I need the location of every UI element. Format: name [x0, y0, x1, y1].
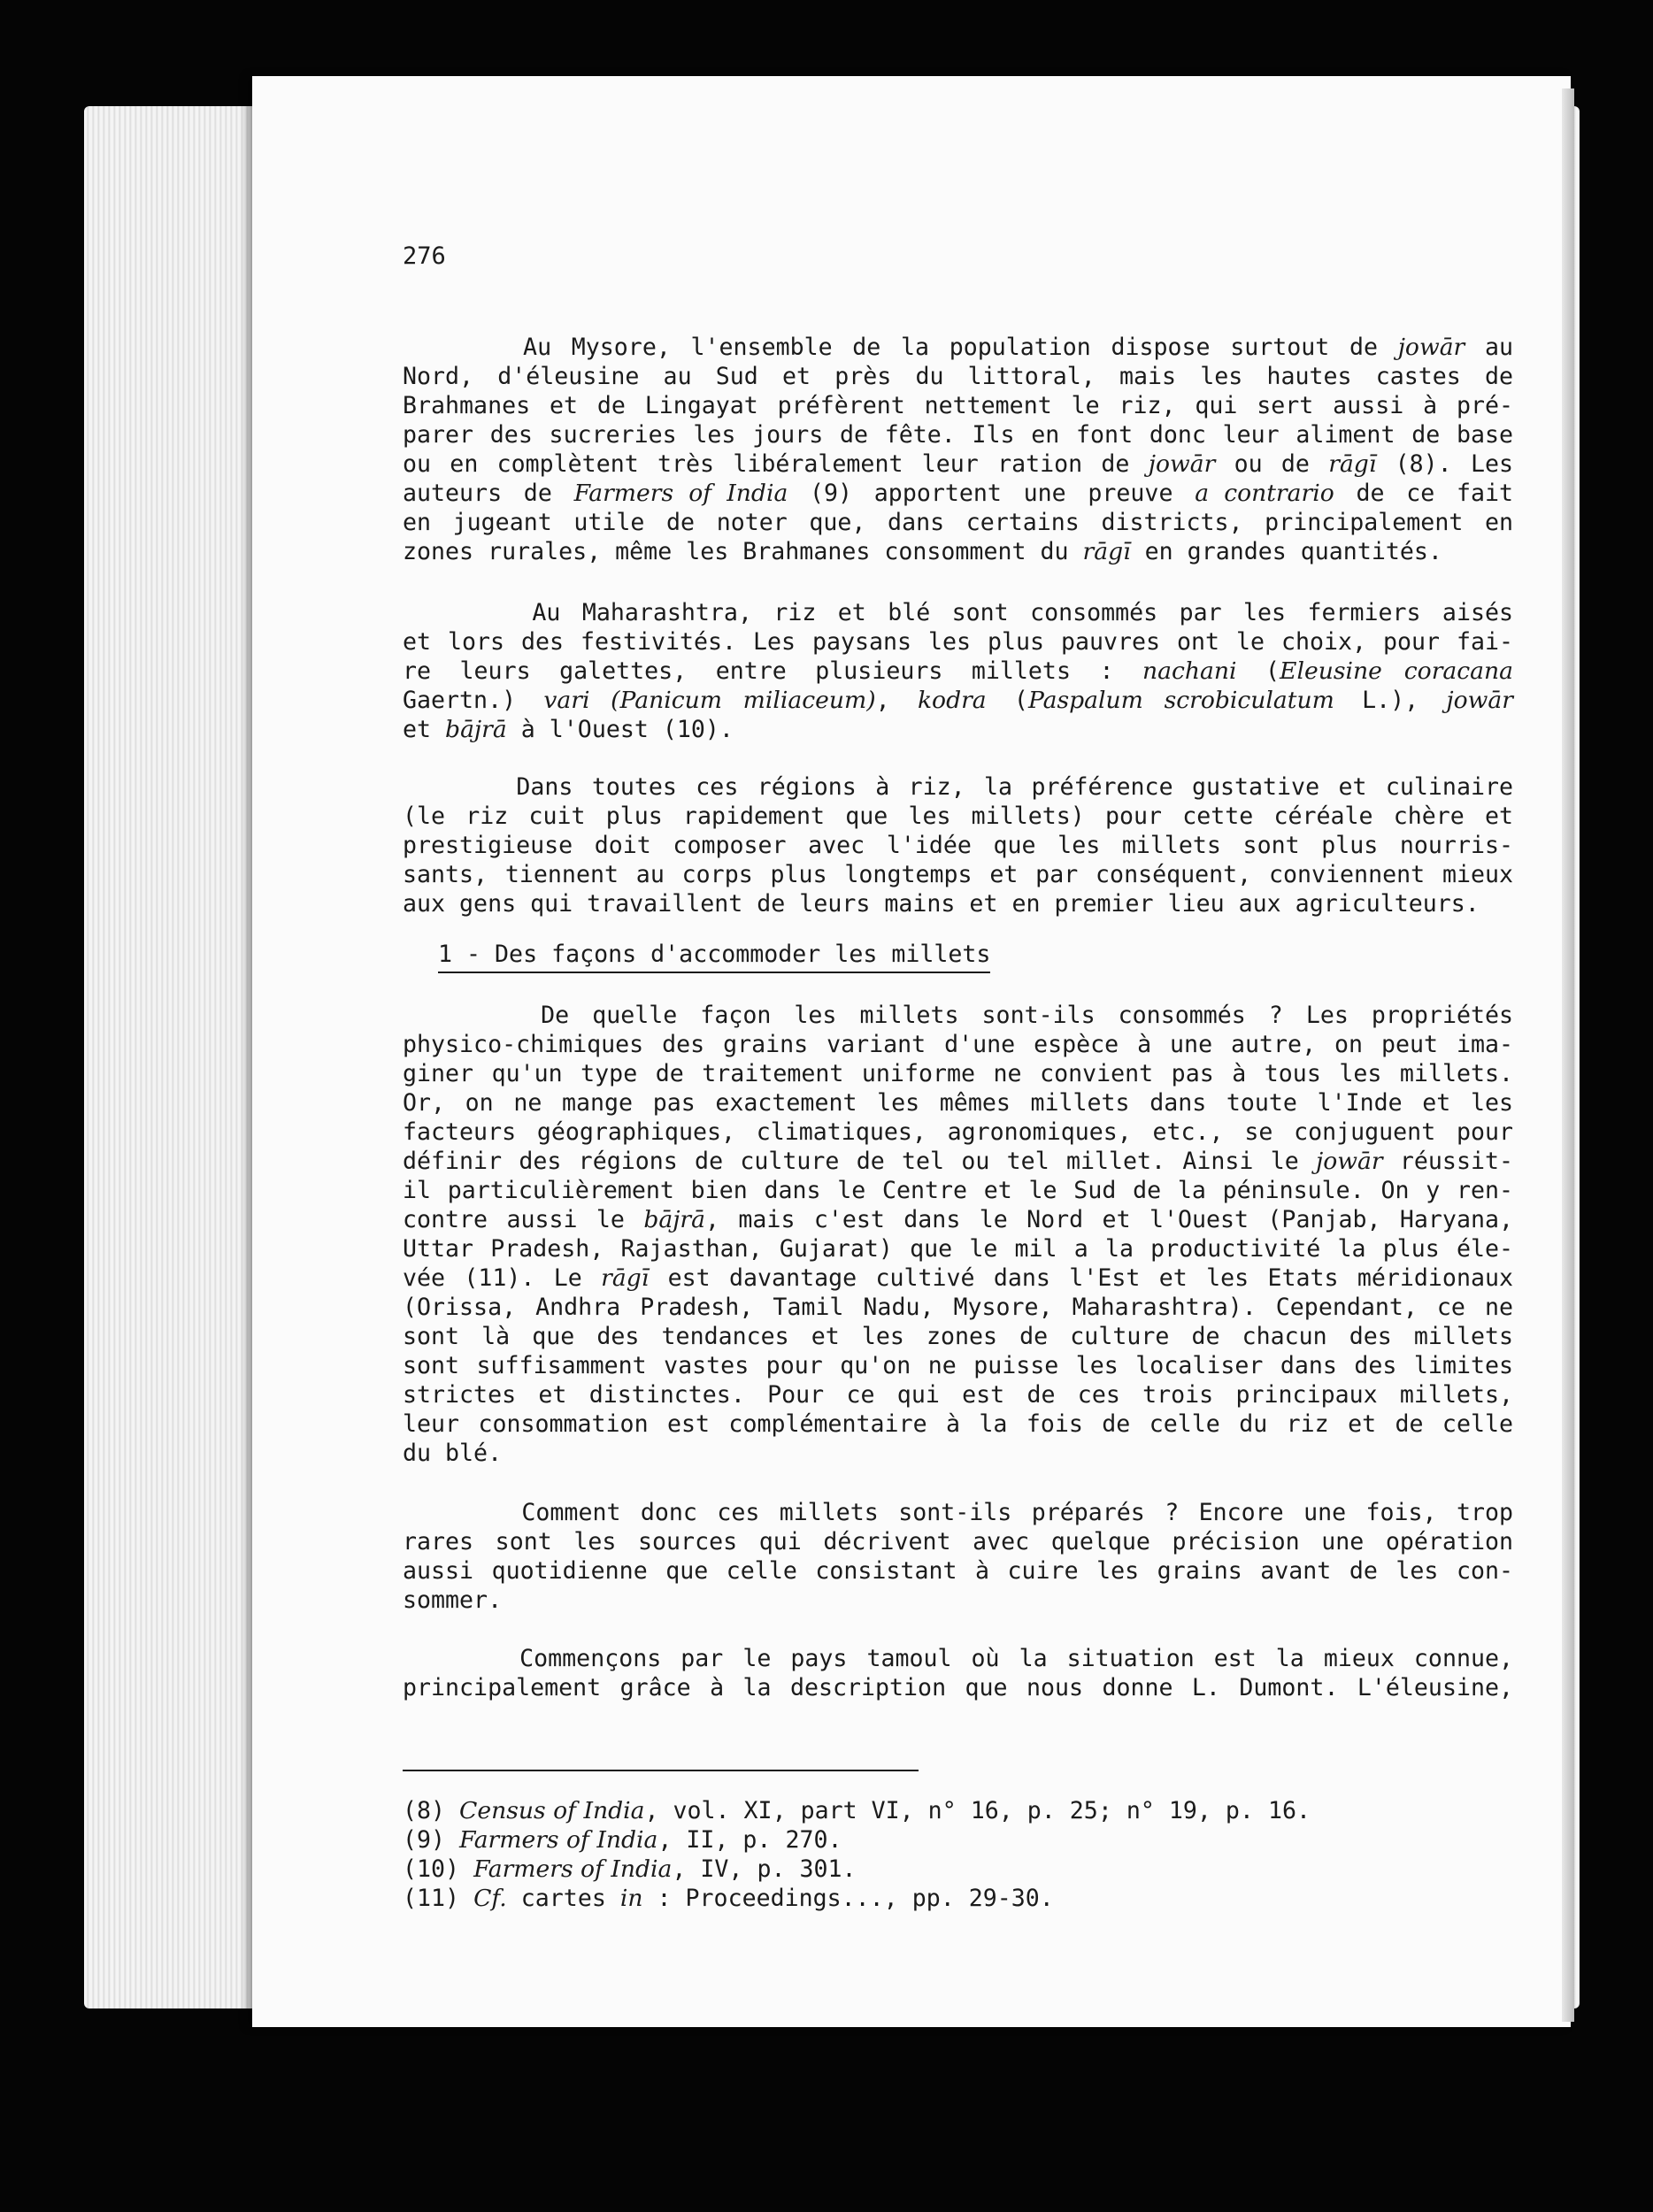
italic-term: vari (Panicum miliaceum) — [543, 687, 876, 714]
page-number: 276 — [403, 242, 446, 270]
text-line: et bājrā à l'Ouest (10). — [403, 716, 734, 743]
italic-term: Farmers of India — [459, 1826, 658, 1854]
text-line: aussi quotidienne que celle consistant à cuire les grains avant de les con- — [403, 1557, 1513, 1585]
italic-term: Eleusine coracana — [1280, 657, 1513, 685]
text-line: Commençons par le pays tamoul où la situation est la mieux connue, — [403, 1645, 1513, 1672]
text-line: re leurs galettes, entre plusieurs millets : nachani (Eleusine coracana — [403, 657, 1513, 685]
text-line: en jugeant utile de noter que, dans certains districts, principalement en — [403, 509, 1513, 536]
text-line: Au Maharashtra, riz et blé sont consommés par les fermiers aisés — [403, 599, 1513, 626]
text-line: et lors des festivités. Les paysans les plus pauvres ont le choix, pour fai- — [403, 628, 1513, 656]
italic-term: kodra — [917, 687, 987, 714]
text-line: giner qu'un type de traitement uniforme ne convient pas à tous les millets. — [403, 1060, 1513, 1087]
paragraph — [403, 1644, 1513, 1702]
italic-term: Farmers of India — [473, 1855, 673, 1883]
italic-term: bājrā — [445, 716, 507, 743]
footnote: (9) Farmers of India, II, p. 270. — [403, 1826, 842, 1854]
text-line: sants, tiennent au corps plus longtemps et par conséquent, conviennent mieux — [403, 861, 1513, 888]
italic-term: jowār — [1446, 687, 1513, 714]
page-edge — [1562, 88, 1574, 2022]
footnote: (8) Census of India, vol. XI, part VI, n° 16, p. 25; n° 19, p. 16. — [403, 1797, 1311, 1824]
text-line: (le riz cuit plus rapidement que les millets) pour cette céréale chère et — [403, 803, 1513, 830]
text-line: Au Mysore, l'ensemble de la population dispose surtout de jowār au — [403, 334, 1513, 361]
italic-term: Farmers of India — [573, 480, 788, 507]
text-line: du blé. — [403, 1440, 503, 1467]
paragraph — [403, 333, 1513, 566]
text-line: ou en complètent très libéralement leur ration de jowār ou de rāgī (8). Les — [403, 450, 1513, 478]
text-line: Dans toutes ces régions à riz, la préférence gustative et culinaire — [403, 773, 1513, 801]
italic-term: rāgī — [1328, 450, 1377, 478]
text-line: De quelle façon les millets sont-ils consommés ? Les propriétés — [403, 1002, 1513, 1029]
text-line: Gaertn.) vari (Panicum miliaceum), kodra (Paspalum scrobiculatum L.), jowār — [403, 687, 1513, 714]
text-line: zones rurales, même les Brahmanes consomment du rāgī en grandes quantités. — [403, 538, 1442, 565]
text-line: vée (11). Le rāgī est davantage cultivé dans l'Est et les Etats méridionaux — [403, 1264, 1513, 1292]
footnote: (10) Farmers of India, IV, p. 301. — [403, 1855, 857, 1883]
italic-term: rāgī — [1082, 538, 1131, 565]
italic-term: jowār — [1316, 1148, 1383, 1175]
italic-term: a contrario — [1195, 480, 1334, 507]
text-line: contre aussi le bājrā, mais c'est dans le Nord et l'Ouest (Panjab, Haryana, — [403, 1206, 1513, 1233]
italic-term: nachani — [1142, 657, 1237, 685]
text-line: principalement grâce à la description que nous donne L. Dumont. L'éleusine, — [403, 1674, 1513, 1701]
text-line: Comment donc ces millets sont-ils préparés ? Encore une fois, trop — [403, 1499, 1513, 1526]
page-content — [403, 0, 1518, 2212]
text-line: prestigieuse doit composer avec l'idée que les millets sont plus nourris- — [403, 832, 1513, 859]
italic-term: Paspalum scrobiculatum — [1027, 687, 1334, 714]
text-line: rares sont les sources qui décrivent avec quelque précision une opération — [403, 1528, 1513, 1555]
footnotes — [403, 1796, 1311, 1913]
text-line: strictes et distinctes. Pour ce qui est de ces trois principaux millets, — [403, 1381, 1513, 1409]
italic-term: Cf. — [473, 1885, 507, 1912]
text-line: sont là que des tendances et les zones de culture de chacun des millets — [403, 1323, 1513, 1350]
text-line: sont suffisamment vastes pour qu'on ne puisse les localiser dans des limites — [403, 1352, 1513, 1379]
paragraph — [403, 598, 1513, 744]
text-line: physico-chimiques des grains variant d'une espèce à une autre, on peut ima- — [403, 1031, 1513, 1058]
text-line: il particulièrement bien dans le Centre et le Sud de la péninsule. On y ren- — [403, 1177, 1513, 1204]
text-line: sommer. — [403, 1586, 503, 1614]
italic-term: rāgī — [601, 1264, 650, 1292]
italic-term: jowār — [1397, 334, 1465, 361]
text-line: leur consommation est complémentaire à la fois de celle du riz et de celle — [403, 1410, 1513, 1438]
footnote-rule — [403, 1770, 919, 1771]
section-heading: 1 - Des façons d'accommoder les millets — [438, 940, 990, 973]
text-line: Uttar Pradesh, Rajasthan, Gujarat) que le mil a la productivité la plus éle- — [403, 1235, 1513, 1263]
text-line: Or, on ne mange pas exactement les mêmes millets dans toute l'Inde et les — [403, 1089, 1513, 1117]
paragraph — [403, 1001, 1513, 1468]
text-line: facteurs géographiques, climatiques, agronomiques, etc., se conjuguent pour — [403, 1118, 1513, 1146]
text-line: parer des sucreries les jours de fête. Ils en font donc leur aliment de base — [403, 421, 1513, 449]
italic-term: in — [619, 1885, 643, 1912]
text-line: définir des régions de culture de tel ou tel millet. Ainsi le jowār réussit- — [403, 1148, 1513, 1175]
text-line: (Orissa, Andhra Pradesh, Tamil Nadu, Mysore, Maharashtra). Cependant, ce ne — [403, 1294, 1513, 1321]
text-line: auteurs de Farmers of India (9) apportent une preuve a contrario de ce fait — [403, 480, 1514, 507]
text-line: Nord, d'éleusine au Sud et près du littoral, mais les hautes castes de — [403, 363, 1513, 390]
text-line: aux gens qui travaillent de leurs mains et en premier lieu aux agriculteurs. — [403, 890, 1480, 918]
italic-term: jowār — [1148, 450, 1216, 478]
paragraph — [403, 1498, 1513, 1615]
italic-term: Census of India — [459, 1797, 645, 1824]
footnote: (11) Cf. cartes in : Proceedings..., pp. 29-30. — [403, 1885, 1054, 1912]
paragraph — [403, 772, 1513, 918]
text-line: Brahmanes et de Lingayat préfèrent nettement le riz, qui sert aussi à pré- — [403, 392, 1513, 419]
italic-term: bājrā — [643, 1206, 706, 1233]
